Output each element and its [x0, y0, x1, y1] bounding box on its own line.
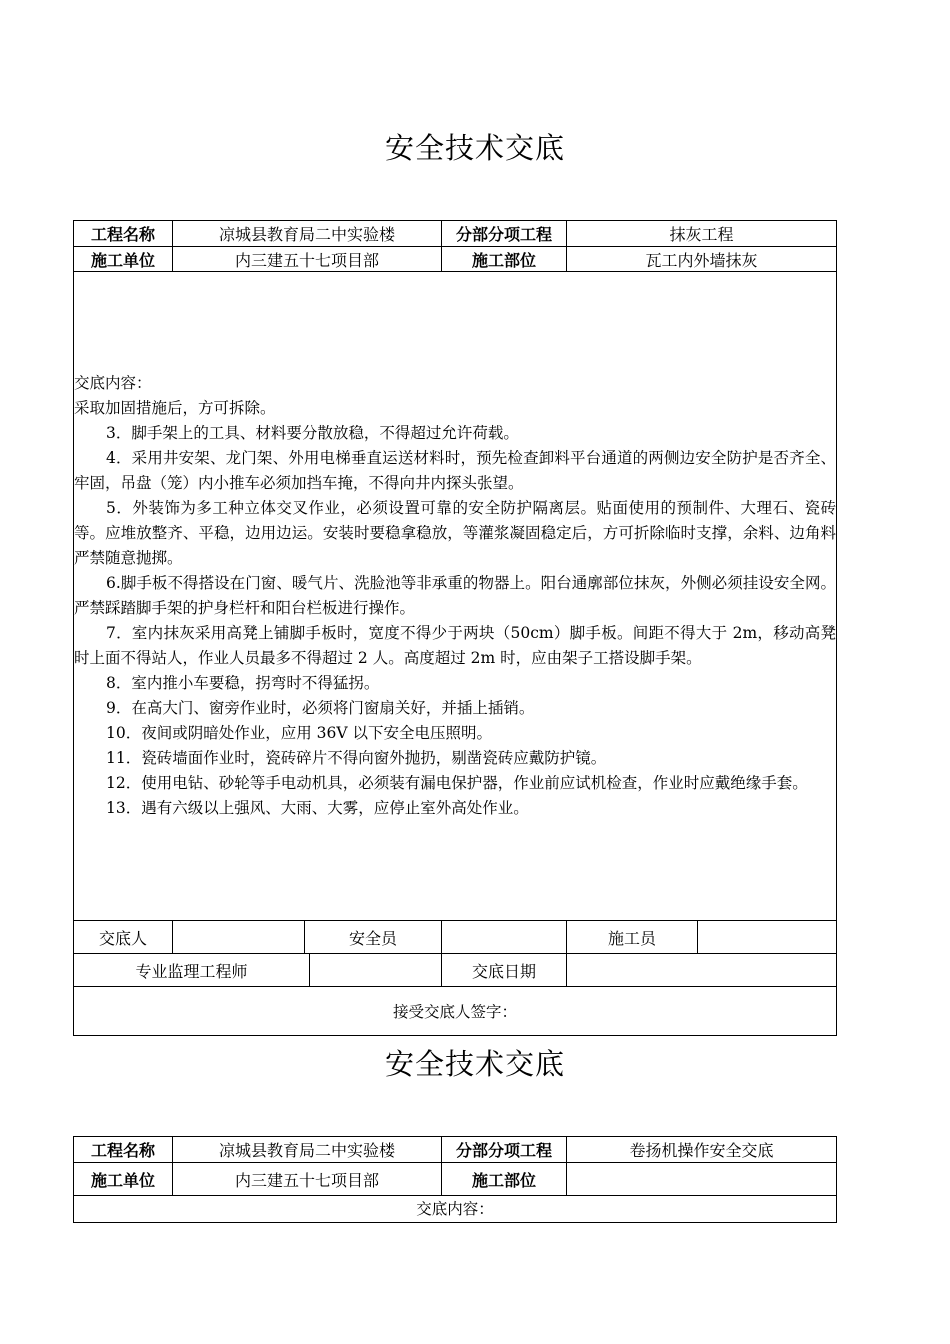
- safety-briefing-form: [73, 1136, 837, 1223]
- receiver-label: 接受交底人签字：: [393, 1003, 518, 1021]
- receiver-signature-area: [74, 987, 837, 1036]
- content-paragraph: 4．采用井安架、龙门架、外用电梯垂直运送材料时，预先检查卸料平台通道的两侧边安全防护是否齐全、牢固，吊盘（笼）内小推车必须加挡车掩，不得向井内探头张望。: [74, 449, 837, 492]
- content-paragraph: 7．室内抹灰采用高凳上铺脚手板时，宽度不得少于两块（50cm）脚手板。间距不得大于 2m，移动高凳时上面不得站人，作业人员最多不得超过 2 人。高度超过 2m 时，应由架子工搭设脚手架。: [74, 624, 837, 667]
- briefing-content: [74, 272, 837, 921]
- contractor-label: 施工单位: [74, 1163, 173, 1196]
- sub-project-label: 分部分项工程: [442, 1137, 567, 1163]
- content-paragraph: 8．室内推小车要稳，拐弯时不得猛拐。: [106, 674, 380, 692]
- location-value: [567, 1163, 837, 1196]
- page-title: 安全技术交底: [384, 131, 565, 165]
- project-name-value: 凉城县教育局二中实验楼: [173, 1137, 442, 1163]
- content-paragraph: 3．脚手架上的工具、材料要分散放稳，不得超过允许荷载。: [106, 424, 519, 442]
- sub-project-value: 抹灰工程: [567, 221, 837, 247]
- presenter-label: 交底人: [74, 921, 173, 954]
- safety-officer-signature: [442, 921, 567, 954]
- content-paragraph: 12．使用电钻、砂轮等手电动机具，必须装有漏电保护器，作业前应试机检查，作业时应戴绝缘手套。: [106, 774, 808, 792]
- content-paragraph: 13．遇有六级以上强风、大雨、大雾，应停止室外高处作业。: [106, 799, 529, 817]
- safety-briefing-form: [73, 220, 837, 1036]
- sub-project-label: 分部分项工程: [442, 221, 567, 247]
- content-paragraph: 11．瓷砖墙面作业时，瓷砖碎片不得向窗外抛扔，剔凿瓷砖应戴防护镜。: [106, 749, 607, 767]
- safety-officer-label: 安全员: [305, 921, 442, 954]
- content-paragraph: 6.脚手板不得搭设在门窗、暖气片、洗脸池等非承重的物器上。阳台通廓部位抹灰，外侧必须挂设安全网。严禁踩踏脚手架的护身栏杆和阳台栏板进行操作。: [74, 574, 837, 617]
- content-label: 交底内容：: [416, 1200, 494, 1218]
- presenter-signature: [173, 921, 305, 954]
- content-paragraph: 采取加固措施后，方可拆除。: [74, 399, 276, 417]
- project-name-label: 工程名称: [74, 1137, 173, 1163]
- project-name-label: 工程名称: [74, 221, 173, 247]
- location-value: 瓦工内外墙抹灰: [567, 247, 837, 272]
- location-label: 施工部位: [442, 1163, 567, 1196]
- date-value: [567, 954, 837, 987]
- content-paragraph: 9．在高大门、窗旁作业时，必须将门窗扇关好，并插上插销。: [106, 699, 535, 717]
- briefing-content: [74, 1196, 837, 1223]
- content-label: 交底内容：: [74, 374, 152, 392]
- sub-project-value: 卷扬机操作安全交底: [567, 1137, 837, 1163]
- date-label: 交底日期: [442, 954, 567, 987]
- content-paragraph: 10．夜间或阴暗处作业，应用 36V 以下安全电压照明。: [106, 724, 492, 742]
- location-label: 施工部位: [442, 247, 567, 272]
- page-title: 安全技术交底: [384, 1047, 565, 1081]
- project-name-value: 凉城县教育局二中实验楼: [173, 221, 442, 247]
- construction-worker-signature: [698, 921, 837, 954]
- contractor-value: 内三建五十七项目部: [173, 247, 442, 272]
- contractor-value: 内三建五十七项目部: [173, 1163, 442, 1196]
- supervisor-label: 专业监理工程师: [74, 954, 310, 987]
- contractor-label: 施工单位: [74, 247, 173, 272]
- construction-worker-label: 施工员: [567, 921, 698, 954]
- content-paragraph: 5．外装饰为多工种立体交叉作业，必须设置可靠的安全防护隔离层。贴面使用的预制件、大理石、瓷砖等。应堆放整齐、平稳，边用边运。安装时要稳拿稳放，等灌浆凝固稳定后，方可折除临时支撑，余料、边角料严禁随意抛掷。: [74, 499, 837, 567]
- supervisor-signature: [310, 954, 442, 987]
